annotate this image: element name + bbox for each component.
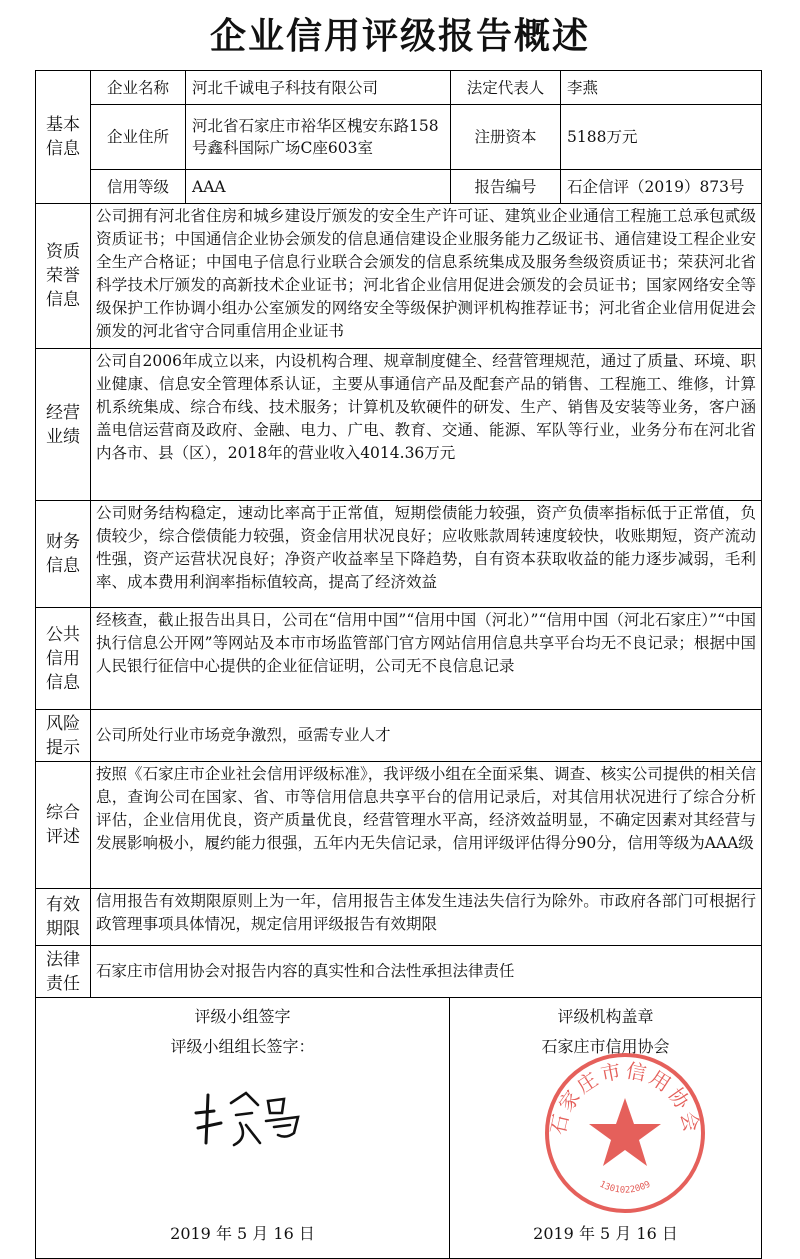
- validity-section: [36, 889, 761, 946]
- team-sign-date: 2019 年 5 月 16 日: [170, 1224, 315, 1243]
- basic-info-label: 基本信息: [36, 71, 91, 203]
- risk-section: [36, 710, 761, 762]
- performance-section: [36, 349, 761, 501]
- qualifications-text: 公司拥有河北省住房和城乡建设厅颁发的安全生产许可证、建筑业企业通信工程施工总承包贰级资质证书；中国通信企业协会颁发的信息通信建设企业服务能力乙级证书、通信建设工程企业安全生产合格证；中国电子信息行业联合会颁发的信息系统集成及服务叁级资质证书；荣获河北省科学技术厅颁发的高新技术企业证书；河北省企业信用促进会颁发的会员证书；国家网络安全等级保护工作协调小组办公室颁发的网络安全等级保护测评机构推荐证书；河北省企业信用促进会颁发的河北省守合同重信用企业证书: [96, 207, 756, 340]
- official-seal-icon: [540, 1048, 710, 1218]
- public-credit-label: 公共信用信息: [36, 608, 91, 709]
- rating-label: 信用等级: [91, 170, 186, 203]
- public-credit-text: 经核查，截止报告出具日，公司在“信用中国”“信用中国（河北）”“信用中国（河北石家庄）”“中国执行信息公开网”等网站及本市市场监管部门官方网站信用信息共享平台均无不良记录；根据中国人民银行征信中心提供的企业征信证明，公司无不良信息记录: [96, 611, 756, 675]
- performance-label: 经营业绩: [36, 349, 91, 500]
- summary-section: [36, 762, 761, 889]
- capital-value: 5188万元: [567, 128, 638, 146]
- agency-seal-title: 评级机构盖章: [557, 1007, 654, 1026]
- signature-section: [36, 998, 761, 1258]
- validity-label: 有效期限: [36, 889, 91, 945]
- summary-text: 按照《石家庄市企业社会信用评级标准》，我评级小组在全面采集、调查、核实公司提供的相关信息，查询公司在国家、省、市等信用信息共享平台的信用记录后，对其信用状况进行了综合分析评估，企业信用优良，资产质量优良，经营管理水平高，经济效益明显，不确定因素对其经营与发展影响极小，履约能力很强，五年内无失信记录，信用评级评估得分90分，信用等级为AAA级: [96, 765, 756, 852]
- rating-value: AAA: [186, 170, 451, 203]
- qualifications-section: [36, 204, 761, 349]
- agency-seal-date: 2019 年 5 月 16 日: [533, 1224, 678, 1243]
- risk-label: 风险提示: [36, 710, 91, 761]
- liability-section: [36, 946, 761, 998]
- finance-label: 财务信息: [36, 501, 91, 607]
- agency-seal-area: [450, 998, 761, 1258]
- public-credit-section: [36, 608, 761, 710]
- svg-text:1301022009: 1301022009: [597, 1179, 653, 1196]
- leader-sign-label: 评级小组组长签字：: [170, 1037, 315, 1056]
- report-no-value: 石企信评（2019）873号: [567, 177, 745, 196]
- qualifications-label: 资质荣誉信息: [36, 204, 91, 348]
- agency-name: 石家庄市信用协会: [541, 1037, 670, 1056]
- liability-text: 石家庄市信用协会对报告内容的真实性和合法性承担法律责任: [96, 962, 515, 980]
- page-title: 企业信用评级报告概述: [209, 16, 590, 57]
- risk-text: 公司所处行业市场竞争激烈，亟需专业人才: [96, 726, 391, 744]
- finance-text: 公司财务结构稳定，速动比率高于正常值，短期偿债能力较强，资产负债率指标低于正常值，负债较少，综合偿债能力较强，资金信用状况良好；应收账款周转速度较快，收账期短，资产流动性强，资产运营状况良好；净资产收益率呈下降趋势，自有资本获取收益的能力逐步减弱，毛利率、成本费用利润率指标值较高，提高了经济效益: [96, 504, 756, 591]
- company-name-value: 河北千诚电子科技有限公司: [186, 71, 451, 104]
- company-name-label: 企业名称: [91, 71, 186, 104]
- team-sign-title: 评级小组签字: [194, 1007, 291, 1026]
- liability-label: 法律责任: [36, 946, 91, 997]
- report-table: [35, 70, 762, 1259]
- finance-section: [36, 501, 761, 608]
- validity-text: 信用报告有效期限原则上为一年，信用报告主体发生违法失信行为除外。市政府各部门可根据行政管理事项具体情况，规定信用评级报告有效期限: [96, 892, 756, 933]
- legal-rep-label: 法定代表人: [451, 71, 561, 104]
- summary-label: 综合评述: [36, 762, 91, 888]
- address-value: 河北省石家庄市裕华区槐安东路158号鑫科国际广场C座603室: [186, 105, 451, 169]
- performance-text: 公司自2006年成立以来，内设机构合理、规章制度健全、经营管理规范，通过了质量、环境、职业健康、信息安全管理体系认证，主要从事通信产品及配套产品的销售、工程施工、维修，计算机系统集成、综合布线、技术服务；计算机及软硬件的研发、生产、销售及安装等业务，客户涵盖电信运营商及政府、金融、电力、广电、教育、交通、能源、军队等行业，业务分布在河北省内各市、县（区），2018年的营业收入4014.36万元: [96, 352, 756, 462]
- handwritten-signature: [186, 1083, 316, 1153]
- report-no-label: 报告编号: [451, 170, 561, 203]
- legal-rep-value: 李燕: [567, 78, 599, 97]
- capital-label: 注册资本: [451, 105, 561, 169]
- address-label: 企业住所: [91, 105, 186, 169]
- basic-info-section: [36, 71, 761, 204]
- svg-text:石家庄市信用协会: 石家庄市信用协会: [545, 1058, 705, 1137]
- team-signature-area: [36, 998, 450, 1258]
